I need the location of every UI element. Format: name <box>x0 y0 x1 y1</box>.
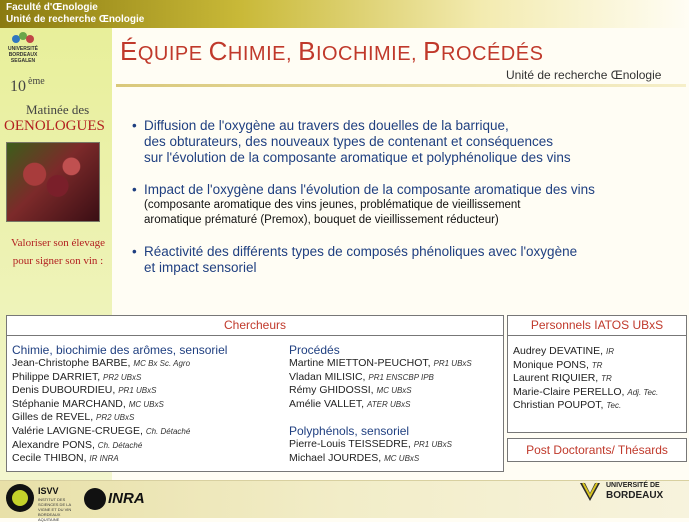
logo-text-3: SEGALEN <box>10 58 36 64</box>
person-role: PR1 UBxS <box>433 359 472 368</box>
person-row <box>12 425 284 439</box>
person-name: Rémy GHIDOSSI, <box>289 384 374 397</box>
person-name: Audrey DEVATINE, <box>513 345 604 357</box>
grapes-photo <box>6 142 100 222</box>
valoriser-text <box>4 234 112 270</box>
bullet-line: sur l'évolution de la composante aromatique et polyphénolique des vins <box>144 150 571 165</box>
bullet-dot-icon: • <box>132 182 137 197</box>
bullet-line: Impact de l'oxygène dans l'évolution de la composante aromatique des vins <box>144 182 595 197</box>
inra-label: INRA <box>108 490 145 507</box>
person-name: Monique PONS, <box>513 358 589 371</box>
ub-line2: BORDEAUX <box>606 490 664 501</box>
person-name: Laurent RIQUIER, <box>513 372 599 385</box>
person-role: IR <box>605 347 614 356</box>
title-underline <box>116 84 686 87</box>
isvv-label: ISVV <box>38 486 59 496</box>
person-role: TR <box>601 374 612 384</box>
person-row <box>12 452 284 466</box>
person-role: MC UBxS <box>128 399 164 409</box>
person-row <box>513 345 683 359</box>
person-name: Gilles de REVEL, <box>12 411 94 424</box>
person-name: Jean-Christophe BARBE, <box>12 357 131 369</box>
col2-heading: Procédés <box>289 343 340 357</box>
person-role: PR1 UBxS <box>118 386 157 396</box>
iatos-title: Personnels IATOS UBxS <box>508 316 686 336</box>
person-name: Stéphanie MARCHAND, <box>12 397 126 410</box>
valoriser-line2: pour signer son vin : <box>12 255 104 267</box>
person-role: ATER UBxS <box>367 399 411 409</box>
person-role: Ch. Détaché <box>97 440 143 450</box>
page-title <box>120 36 543 67</box>
bullet-list <box>132 118 682 292</box>
matinee-number: 10 <box>10 78 26 95</box>
person-row <box>289 438 499 452</box>
universite-de-bordeaux-icon <box>578 481 602 503</box>
bullet-line: des obturateurs, des nouveaux types de contenant et conséquences <box>144 134 554 149</box>
person-role: Adj. Tec. <box>627 387 659 397</box>
person-role: PR2 UBxS <box>103 372 142 382</box>
person-role: IR INRA <box>89 454 119 464</box>
bullet-item <box>132 244 682 276</box>
person-row <box>12 398 284 412</box>
person-row <box>513 386 683 400</box>
universite-de-bordeaux-logo <box>578 479 686 505</box>
title-rest-3: IOCHIMIE, <box>315 43 424 65</box>
person-name: Christian POUPOT, <box>513 399 604 412</box>
ub-line1: UNIVERSITÉ DE <box>606 482 660 489</box>
matinee-sup: ème <box>28 76 45 87</box>
person-row <box>289 398 499 412</box>
person-row <box>513 359 683 373</box>
person-role: MC Bx Sc. Agro <box>133 359 191 368</box>
person-row <box>12 439 284 453</box>
person-name: Alexandre PONS, <box>12 438 95 451</box>
chercheurs-box <box>6 315 504 472</box>
iatos-list <box>513 345 683 413</box>
person-role: Tec. <box>606 401 622 411</box>
bullet-line: Réactivité des différents types de composés phénoliques avec l'oxygène <box>144 244 578 259</box>
person-row <box>12 411 284 425</box>
person-row <box>289 371 499 385</box>
person-name: Pierre-Louis TEISSEDRE, <box>289 438 411 451</box>
chercheurs-col2 <box>289 343 499 466</box>
person-name: Valérie LAVIGNE-CRUEGE, <box>12 424 143 437</box>
inra-logo-icon <box>84 488 106 510</box>
person-row <box>12 384 284 398</box>
person-row <box>513 399 683 413</box>
title-cap-4: P <box>423 36 442 66</box>
person-row <box>12 357 284 371</box>
col1-heading: Chimie, biochimie des arômes, sensoriel <box>12 343 228 357</box>
bullet-subline: aromatique prématuré (Premox), bouquet de vieillissement réducteur) <box>144 214 499 226</box>
logo-text-1: UNIVERSITÉ <box>7 46 38 52</box>
person-name: Amélie VALLET, <box>289 397 365 410</box>
person-name: Vladan MILISIC, <box>289 370 366 383</box>
title-cap-1: É <box>120 36 138 66</box>
person-role: Ch. Détaché <box>145 426 191 436</box>
title-cap-2: C <box>208 36 228 66</box>
person-role: PR1 UBxS <box>413 440 452 450</box>
logo-text-2: BORDEAUX <box>8 52 38 58</box>
person-row <box>289 452 499 466</box>
bullet-subline: (composante aromatique des vins jeunes, problématique de vieillissement <box>144 199 521 211</box>
person-role: PR2 UBxS <box>96 413 135 423</box>
person-role: TR <box>591 360 603 370</box>
chercheurs-title: Chercheurs <box>7 316 503 336</box>
page-subtitle: Unité de recherche Œnologie <box>506 68 662 82</box>
person-row <box>289 357 499 371</box>
bullet-item <box>132 118 682 166</box>
col3-heading: Polyphénols, sensoriel <box>289 424 410 439</box>
title-rest-1: QUIPE <box>137 43 209 65</box>
person-name: Michael JOURDES, <box>289 451 382 464</box>
bullet-dot-icon: • <box>132 244 137 259</box>
iatos-box <box>507 315 687 433</box>
bullet-item <box>132 182 682 228</box>
person-row <box>12 371 284 385</box>
valoriser-line1: Valoriser son élevage <box>10 237 106 249</box>
university-bordeaux-segalen-logo <box>4 32 42 64</box>
chercheurs-col1 <box>12 343 284 466</box>
isvv-logo-icon <box>6 484 34 512</box>
person-role: MC UBxS <box>376 386 412 396</box>
bullet-dot-icon: • <box>132 118 137 133</box>
faculty-label: Faculté d'Œnologie <box>6 2 98 13</box>
person-name: Cecile THIBON, <box>12 452 87 465</box>
isvv-subtext: INSTITUT DES SCIENCES DE LA VIGNE ET DU VIN BORDEAUX AQUITAINE <box>38 497 72 522</box>
bullet-line: et impact sensoriel <box>144 260 257 275</box>
person-name: Martine MIETTON-PEUCHOT, <box>289 357 431 369</box>
title-rest-4: ROCÉDÉS <box>441 43 544 65</box>
person-name: Marie-Claire PERELLO, <box>513 385 625 398</box>
university-logo-icon <box>12 32 34 46</box>
title-cap-3: B <box>298 36 316 66</box>
person-role: MC UBxS <box>384 453 420 463</box>
postdoc-box <box>507 438 687 462</box>
person-row <box>289 384 499 398</box>
bullet-line: Diffusion de l'oxygène au travers des douelles de la barrique, <box>144 118 509 133</box>
matinee-line3: OENOLOGUES <box>4 118 105 134</box>
person-role: PR1 ENSCBP IPB <box>368 372 434 382</box>
person-row <box>513 372 683 386</box>
matinee-line2: Matinée des <box>26 102 90 117</box>
title-rest-2: HIMIE, <box>227 43 299 65</box>
person-name: Denis DUBOURDIEU, <box>12 384 116 397</box>
postdoc-title: Post Doctorants/ Thésards <box>526 443 668 457</box>
unit-label: Unité de recherche Œnologie <box>6 14 145 25</box>
person-name: Philippe DARRIET, <box>12 370 101 383</box>
